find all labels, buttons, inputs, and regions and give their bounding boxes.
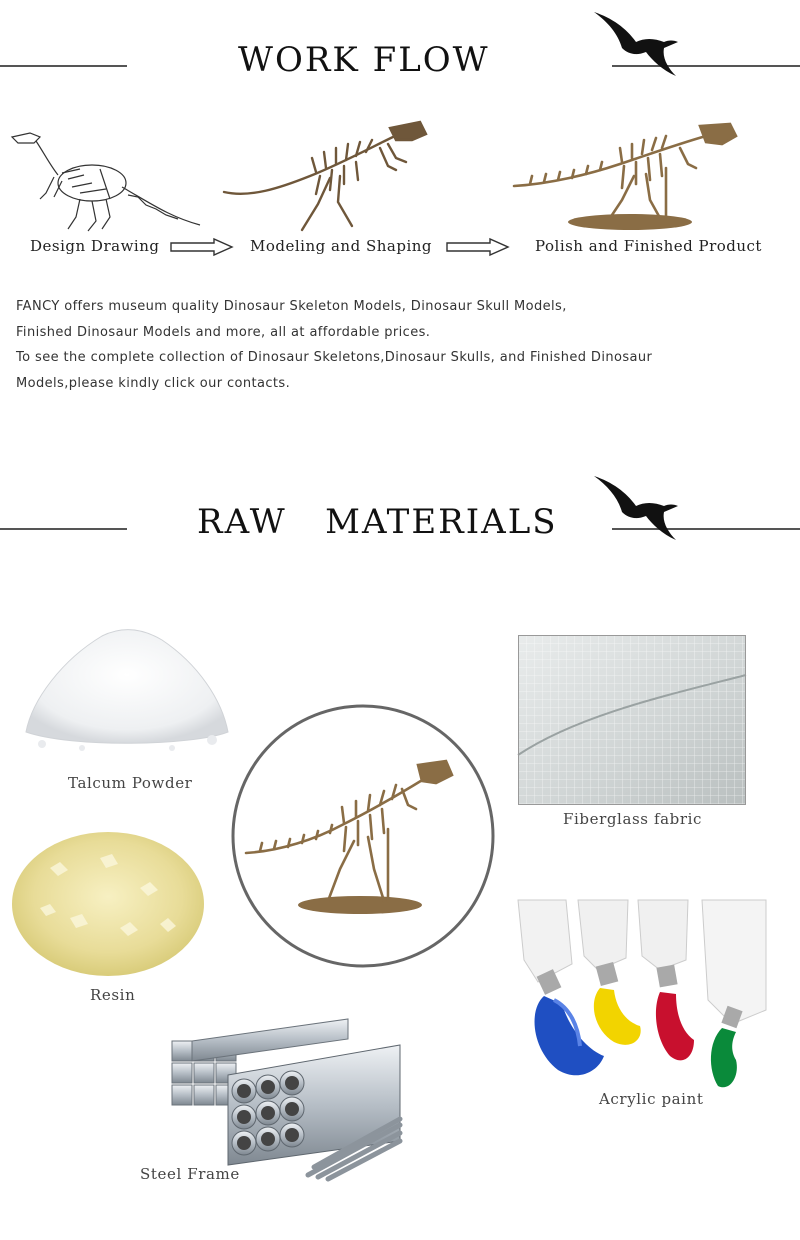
workflow-title: WORK FLOW bbox=[238, 40, 490, 80]
label-talcum-powder: Talcum Powder bbox=[68, 774, 193, 792]
design-drawing-image bbox=[10, 125, 205, 235]
step-modeling-shaping: Modeling and Shaping bbox=[250, 237, 433, 255]
acrylic-paint-image bbox=[518, 900, 768, 1090]
steel-frame-image bbox=[168, 1015, 403, 1180]
materials-title: RAW MATERIALS bbox=[197, 502, 558, 542]
label-acrylic-paint: Acrylic paint bbox=[599, 1090, 704, 1108]
intro-text bbox=[16, 294, 736, 396]
pterosaur-icon bbox=[592, 8, 687, 78]
pterosaur-icon bbox=[592, 472, 687, 542]
finished-skeleton-image bbox=[510, 118, 740, 233]
intro-line: FANCY offers museum quality Dinosaur Skeleton Models, Dinosaur Skull Models, bbox=[16, 299, 567, 314]
label-fiberglass-fabric: Fiberglass fabric bbox=[563, 810, 703, 828]
arrow-right-icon bbox=[170, 238, 234, 256]
label-resin: Resin bbox=[90, 986, 136, 1004]
step-polish-finished: Polish and Finished Product bbox=[535, 237, 762, 255]
modeling-skeleton-image bbox=[220, 118, 430, 238]
fiberglass-fabric-image bbox=[518, 635, 746, 805]
intro-line: Finished Dinosaur Models and more, all at affordable prices. bbox=[16, 324, 431, 340]
intro-line: To see the complete collection of Dinosaur Skeletons,Dinosaur Skulls, and Finished Dinosaur bbox=[16, 350, 653, 365]
resin-image bbox=[10, 828, 206, 978]
center-skeleton-circle bbox=[230, 705, 500, 975]
header-rule-left bbox=[0, 65, 127, 67]
header-rule-left bbox=[0, 528, 127, 530]
arrow-right-icon bbox=[446, 238, 510, 256]
intro-contacts-line: Models,please kindly click our contacts. bbox=[16, 375, 291, 391]
step-design-drawing: Design Drawing bbox=[30, 237, 160, 255]
label-steel-frame: Steel Frame bbox=[140, 1165, 240, 1183]
talcum-powder-image bbox=[22, 620, 232, 760]
